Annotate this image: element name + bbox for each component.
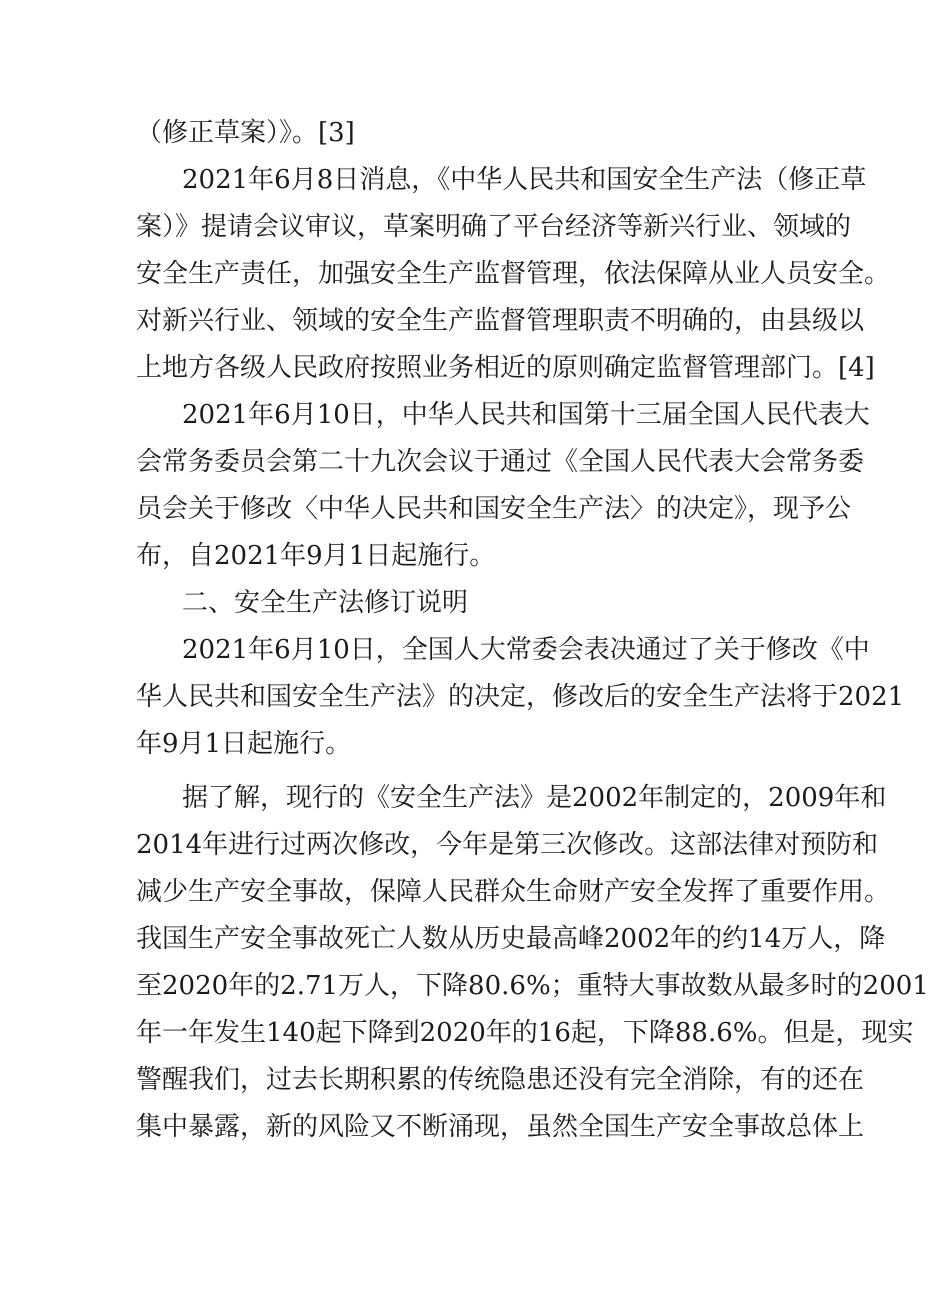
text-line: 对新兴行业、领域的安全生产监督管理职责不明确的，由县级以 [136,306,865,336]
text-line: 会常务委员会第二十九次会议于通过《全国人民代表大会常务委 [136,447,865,477]
text-line: 警醒我们，过去长期积累的传统隐患还没有完全消除，有的还在 [136,1065,865,1095]
section-heading: 二、安全生产法修订说明 [182,588,469,618]
text-line: 布，自2021年9月1日起施行。 [136,541,496,571]
paragraph-first-line: 2021年6月10日，全国人大常委会表决通过了关于修改《中 [182,635,870,665]
text-line: 案）》提请会议审议，草案明确了平台经济等新兴行业、领域的 [136,212,852,242]
text-line: 集中暴露，新的风险又不断涌现，虽然全国生产安全事故总体上 [136,1112,865,1142]
text-line: 安全生产责任，加强安全生产监督管理，依法保障从业人员安全。 [136,259,891,289]
text-line: 我国生产安全事故死亡人数从历史最高峰2002年的约14万人，降 [136,924,886,954]
text-line: 减少生产安全事故，保障人民群众生命财产安全发挥了重要作用。 [136,877,891,907]
text-line: 2014年进行过两次修改，今年是第三次修改。这部法律对预防和 [136,830,879,860]
paragraph-first-line: 2021年6月10日，中华人民共和国第十三届全国人民代表大 [182,400,870,430]
paragraph-first-line: 据了解，现行的《安全生产法》是2002年制定的，2009年和 [182,783,887,813]
paragraph-first-line: 2021年6月8日消息，《中华人民共和国安全生产法（修正草 [182,165,867,195]
text-line: （修正草案）》。[3] [136,118,355,148]
text-line: 年9月1日起施行。 [136,729,352,759]
document-body [136,110,929,1151]
text-line: 华人民共和国安全生产法》的决定，修改后的安全生产法将于2021 [136,682,905,712]
text-line: 至2020年的2.71万人，下降80.6%；重特大事故数从最多时的2001 [136,971,929,1001]
text-line: 年一年发生140起下降到2020年的16起，下降88.6%。但是，现实 [136,1018,914,1048]
paragraph-gap [136,768,796,775]
text-line: 上地方各级人民政府按照业务相近的原则确定监督管理部门。[4] [136,353,875,383]
text-line: 员会关于修改〈中华人民共和国安全生产法〉的决定》，现予公 [136,494,852,524]
